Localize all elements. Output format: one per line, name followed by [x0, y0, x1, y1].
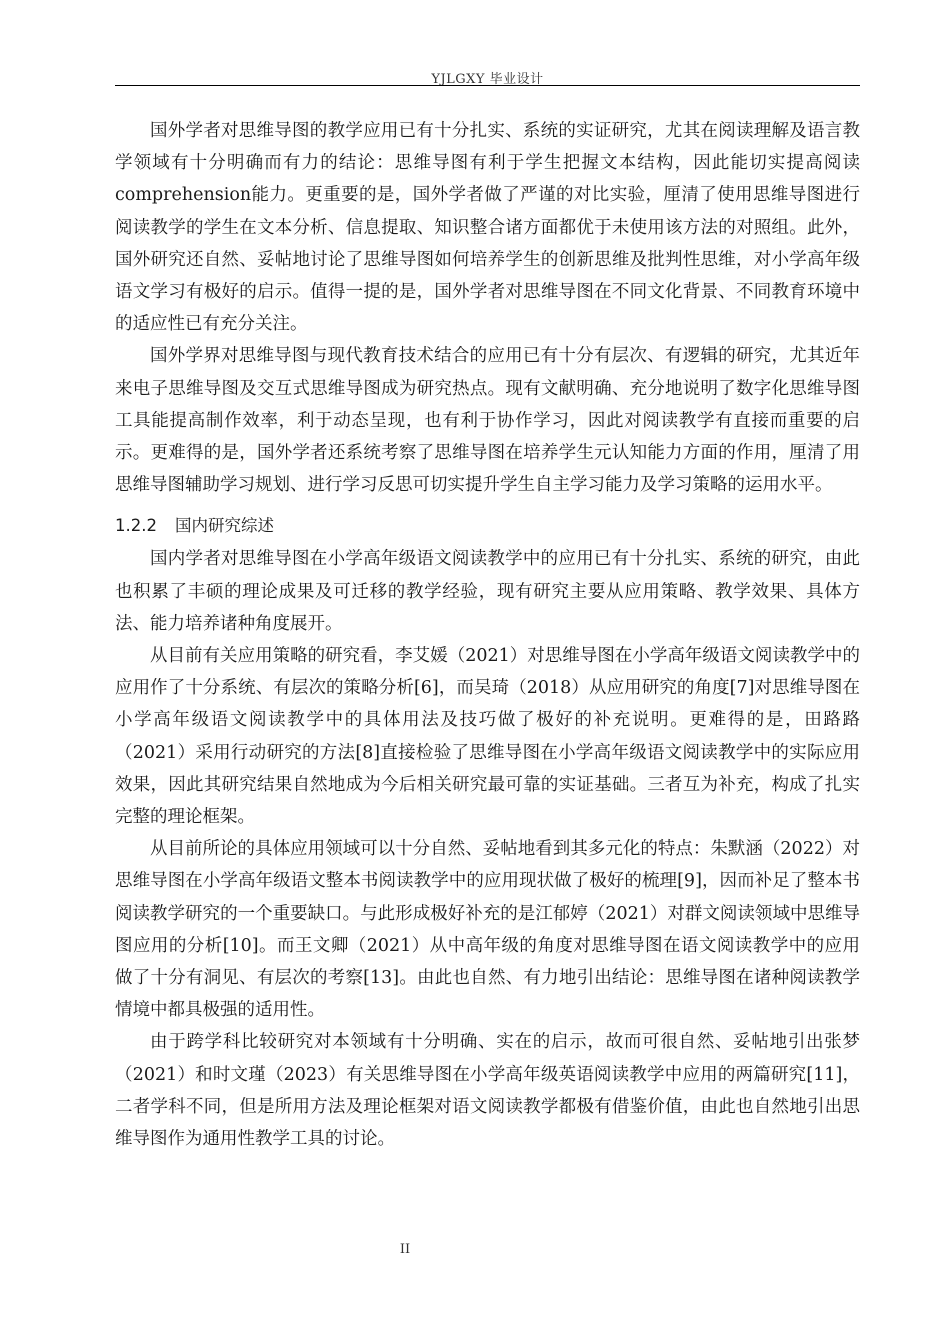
- section-heading: [115, 511, 860, 541]
- paragraph: 国内学者对思维导图在小学高年级语文阅读教学中的应用已有十分扎实、系统的研究，由此也积累了丰硕的理论成果及可迁移的教学经验，现有研究主要从应用策略、教学效果、具体方法、能力培养诸种角度展开。: [115, 549, 860, 634]
- paragraph: 国外学者对思维导图的教学应用已有十分扎实、系统的实证研究，尤其在阅读理解及语言教学领域有十分明确而有力的结论：思维导图有利于学生把握文本结构，因此能切实提高阅读 comprehension能力。更重要的是，国外学者做了严谨的对比实验，厘清了使用思维导图进行阅读教学的学生在文本分析、信息提取、知识整合诸方面都优于未使用该方法的对照组。此外，国外研究还自然、妥帖地讨论了思维导图如何培养学生的创新思维及批判性思维，对小学高年级语文学习有极好的启示。值得一提的是，国外学者对思维导图在不同文化背景、不同教育环境中的适应性已有充分关注。: [115, 121, 860, 335]
- paragraph: 由于跨学科比较研究对本领域有十分明确、实在的启示，故而可很自然、妥帖地引出张梦（2021）和时文瑾（2023）有关思维导图在小学高年级英语阅读教学中应用的两篇研究[11]，二者学科不同，但是所用方法及理论框架对语文阅读教学都极有借鉴价值，由此也自然地引出思维导图作为通用性教学工具的讨论。: [115, 1032, 860, 1150]
- header-divider: [115, 85, 860, 86]
- paragraph: 从目前有关应用策略的研究看，李艾媛（2021）对思维导图在小学高年级语文阅读教学中的应用作了十分系统、有层次的策略分析[6]，而吴琦（2018）从应用研究的角度[7]对思维导图在小学高年级语文阅读教学中的具体用法及技巧做了极好的补充说明。更难得的是，田路路（2021）采用行动研究的方法[8]直接检验了思维导图在小学高年级语文阅读教学中的实际应用效果，因此其研究结果自然地成为今后相关研究最可靠的实证基础。三者互为补充，构成了扎实完整的理论框架。: [115, 646, 860, 828]
- page-header: YJLGXY 毕业设计: [431, 72, 544, 87]
- paragraph: 从目前所论的具体应用领域可以十分自然、妥帖地看到其多元化的特点：朱默涵（2022）对思维导图在小学高年级语文整本书阅读教学中的应用现状做了极好的梳理[9]，因而补足了整本书阅读教学研究的一个重要缺口。与此形成极好补充的是江郁婷（2021）对群文阅读领域中思维导图应用的分析[10]。而王文卿（2021）从中高年级的角度对思维导图在语文阅读教学中的应用做了十分有洞见、有层次的考察[13]。由此也自然、有力地引出结论：思维导图在诸种阅读教学情境中都具极强的适用性。: [115, 839, 860, 1021]
- paragraph: 国外学界对思维导图与现代教育技术结合的应用已有十分有层次、有逻辑的研究，尤其近年来电子思维导图及交互式思维导图成为研究热点。现有文献明确、充分地说明了数字化思维导图工具能提高制作效率，利于动态呈现，也有利于协作学习，因此对阅读教学有直接而重要的启示。更难得的是，国外学者还系统考察了思维导图在培养学生元认知能力方面的作用，厘清了用思维导图辅助学习规划、进行学习反思可切实提升学生自主学习能力及学习策略的运用水平。: [115, 346, 860, 496]
- section-number: 1.2.2: [115, 516, 157, 536]
- document-body: [115, 115, 860, 1155]
- page-number: II: [399, 1242, 411, 1257]
- section-title: 国内研究综述: [175, 516, 274, 536]
